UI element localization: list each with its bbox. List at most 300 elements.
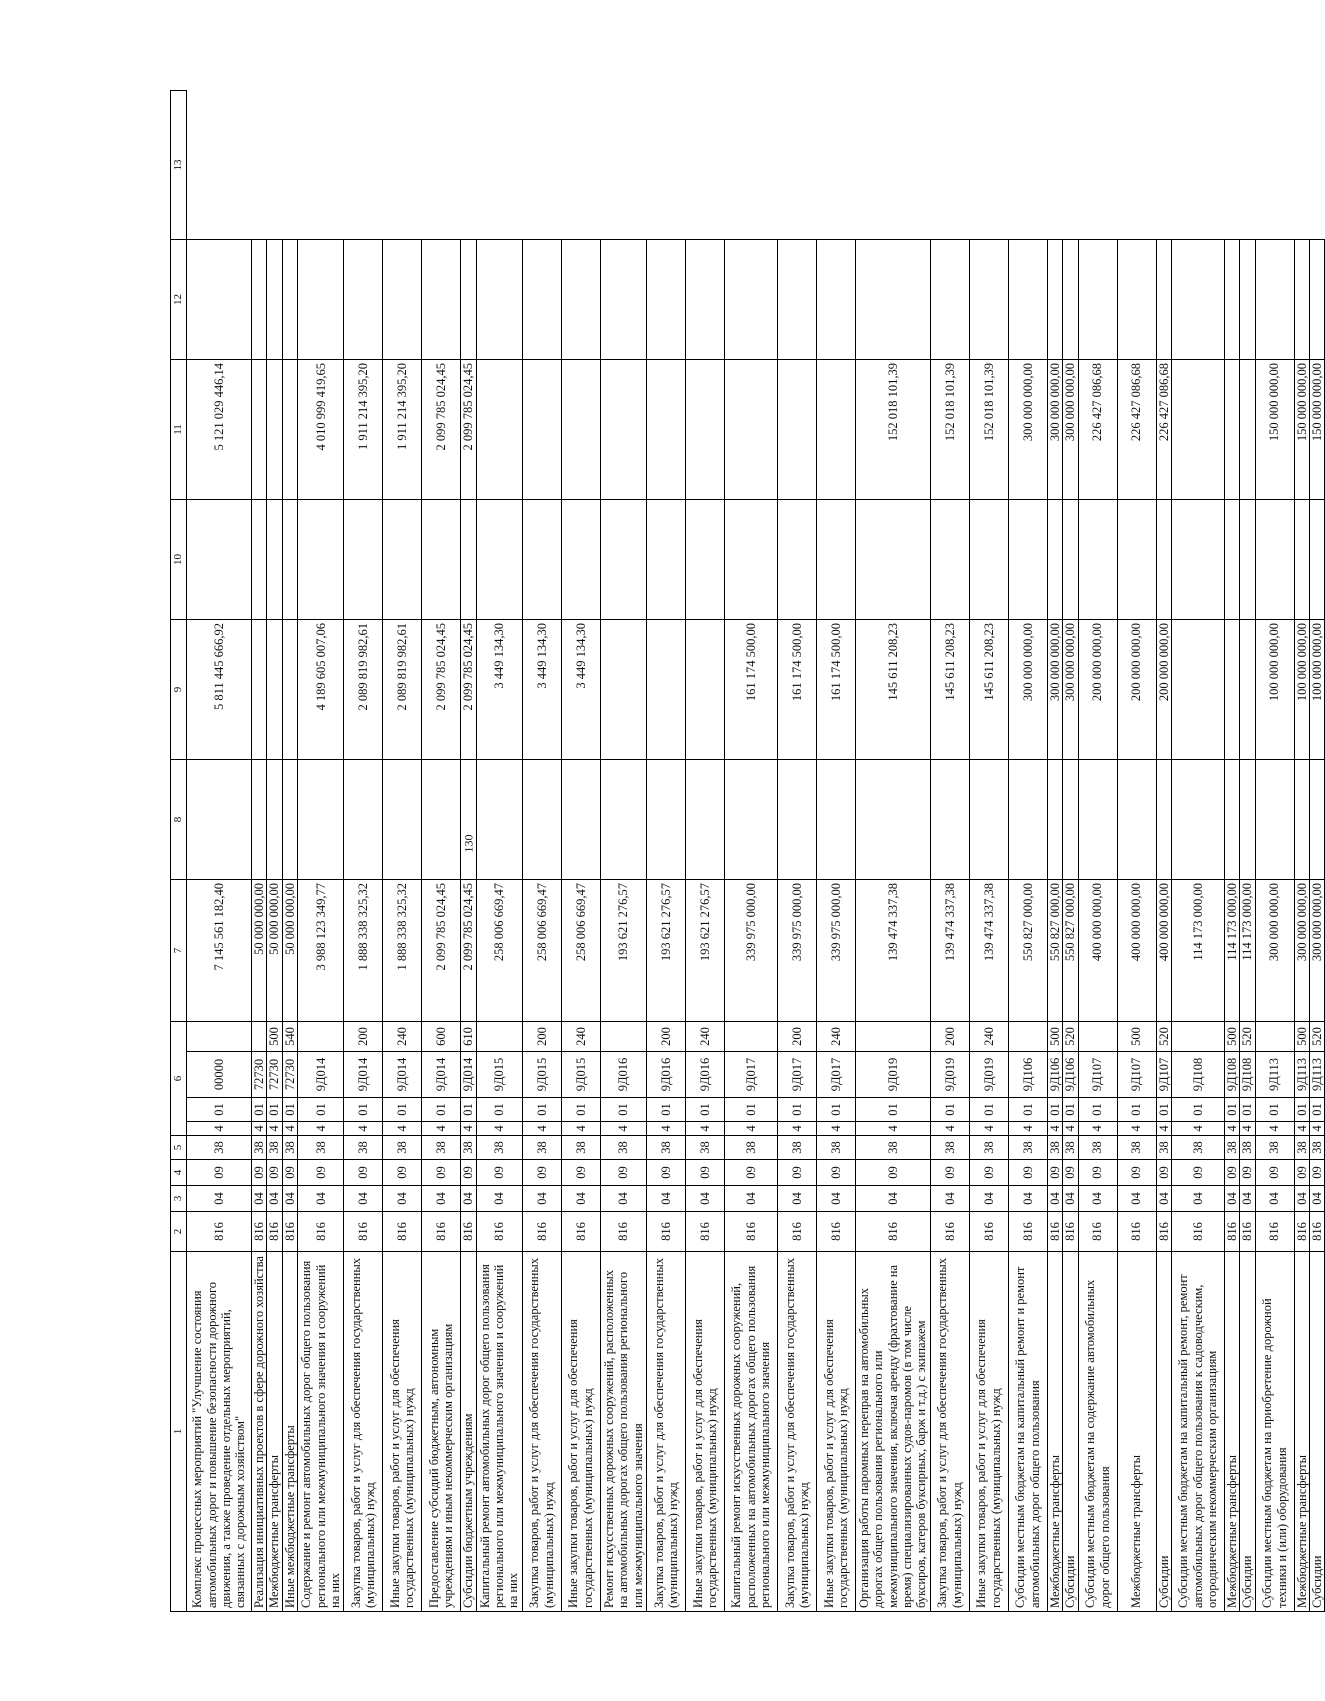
value-cell: 01 — [969, 1098, 1008, 1122]
value-cell — [1117, 760, 1156, 880]
value-cell: 193 621 276,57 — [646, 880, 685, 1022]
value-cell — [1255, 760, 1294, 880]
value-cell: 4 — [685, 1122, 724, 1136]
value-cell: 01 — [724, 1098, 777, 1122]
value-cell: 2 099 785 024,45 — [461, 360, 476, 500]
value-cell: 4 — [1171, 1122, 1224, 1136]
value-cell: 816 — [1047, 1212, 1062, 1252]
value-cell — [646, 240, 685, 360]
value-cell: 4 — [187, 1122, 252, 1136]
value-cell: 01 — [561, 1098, 600, 1122]
value-cell: 72730 — [267, 1052, 282, 1098]
value-cell: 09 — [252, 1160, 267, 1186]
value-cell: 04 — [187, 1186, 252, 1212]
value-cell: 2 089 819 982,61 — [344, 620, 383, 760]
value-cell: 09 — [930, 1160, 969, 1186]
row-name-cell: Закупка товаров, работ и услуг для обеспечения государственных (муниципальных) нужд — [777, 1252, 816, 1612]
value-cell — [1240, 500, 1255, 620]
value-cell — [646, 360, 685, 500]
value-cell — [816, 360, 855, 500]
value-cell: 01 — [777, 1098, 816, 1122]
value-cell: 1 911 214 395,20 — [383, 360, 422, 500]
value-cell: 9Д015 — [561, 1052, 600, 1098]
value-cell: 4 — [522, 1122, 561, 1136]
value-cell — [1310, 500, 1325, 620]
value-cell: 9Д015 — [522, 1052, 561, 1098]
value-cell — [1117, 240, 1156, 360]
value-cell: 09 — [282, 1160, 297, 1186]
value-cell: 09 — [298, 1160, 344, 1186]
value-cell: 9Д107 — [1078, 1052, 1117, 1098]
table-row — [1117, 91, 1156, 1612]
value-cell: 38 — [344, 1136, 383, 1160]
value-cell — [1224, 360, 1239, 500]
value-cell — [1171, 360, 1224, 500]
value-cell — [930, 760, 969, 880]
header-cell: 6 — [171, 1022, 187, 1136]
value-cell — [187, 760, 252, 880]
value-cell: 01 — [1078, 1098, 1117, 1122]
value-cell: 09 — [1294, 1160, 1309, 1186]
value-cell: 01 — [282, 1098, 297, 1122]
value-cell — [1171, 620, 1224, 760]
value-cell — [252, 240, 267, 360]
value-cell — [969, 240, 1008, 360]
value-cell: 04 — [1156, 1186, 1171, 1212]
value-cell: 04 — [267, 1186, 282, 1212]
row-name-cell: Межбюджетные трансферты — [1294, 1252, 1309, 1612]
row-name-cell: Иные закупки товаров, работ и услуг для обеспечения государственных (муниципальных) нужд — [561, 1252, 600, 1612]
value-cell: 816 — [855, 1212, 930, 1252]
row-name-cell: Реализация инициативных проектов в сфере дорожного хозяйства — [252, 1252, 267, 1612]
value-cell — [969, 760, 1008, 880]
value-cell: 193 621 276,57 — [685, 880, 724, 1022]
value-cell: 4 — [777, 1122, 816, 1136]
table-row — [522, 91, 561, 1612]
value-cell: 38 — [298, 1136, 344, 1160]
value-cell — [522, 360, 561, 500]
row-name-cell: Закупка товаров, работ и услуг для обеспечения государственных (муниципальных) нужд — [930, 1252, 969, 1612]
value-cell: 1 911 214 395,20 — [344, 360, 383, 500]
value-cell: 01 — [1008, 1098, 1047, 1122]
value-cell: 816 — [267, 1212, 282, 1252]
value-cell: 4 — [252, 1122, 267, 1136]
value-cell: 339 975 000,00 — [816, 880, 855, 1022]
table-row — [1224, 91, 1239, 1612]
value-cell: 9Д015 — [476, 1052, 522, 1098]
value-cell — [1063, 500, 1078, 620]
value-cell — [252, 1022, 267, 1052]
value-cell: 816 — [282, 1212, 297, 1252]
value-cell — [522, 760, 561, 880]
value-cell: 01 — [1047, 1098, 1062, 1122]
value-cell: 816 — [685, 1212, 724, 1252]
value-cell — [1294, 240, 1309, 360]
table-row — [1294, 91, 1309, 1612]
value-cell — [1171, 500, 1224, 620]
value-cell: 816 — [1224, 1212, 1239, 1252]
value-cell — [816, 760, 855, 880]
value-cell: 09 — [685, 1160, 724, 1186]
value-cell: 01 — [1156, 1098, 1171, 1122]
value-cell — [282, 500, 297, 620]
header-cell: 10 — [171, 500, 187, 620]
row-name-cell: Межбюджетные трансферты — [1047, 1252, 1062, 1612]
value-cell — [476, 240, 522, 360]
value-cell: 200 — [522, 1022, 561, 1052]
value-cell: 04 — [685, 1186, 724, 1212]
table-row — [646, 91, 685, 1612]
value-cell — [600, 500, 646, 620]
value-cell — [1240, 620, 1255, 760]
value-cell: 72730 — [282, 1052, 297, 1098]
value-cell: 38 — [1008, 1136, 1047, 1160]
value-cell — [1294, 500, 1309, 620]
value-cell: 300 000 000,00 — [1047, 620, 1062, 760]
value-cell — [344, 760, 383, 880]
value-cell: 04 — [383, 1186, 422, 1212]
table-row — [1171, 91, 1224, 1612]
value-cell: 240 — [969, 1022, 1008, 1052]
row-name-cell: Организация работы паромных переправ на автомобильных дорогах общего пользования регионального или межмуниципального значения, включая аренду (фрахтование на время) специализированных судов-паромов (в том числе буксиров, катеров буксирных, барж и т.д.) с экипажем — [855, 1252, 930, 1612]
value-cell — [422, 760, 461, 880]
value-cell: 38 — [1224, 1136, 1239, 1160]
value-cell: 4 — [1224, 1122, 1239, 1136]
table-row — [685, 91, 724, 1612]
value-cell: 38 — [777, 1136, 816, 1160]
value-cell: 04 — [461, 1186, 476, 1212]
value-cell: 9Д014 — [422, 1052, 461, 1098]
header-cell: 8 — [171, 760, 187, 880]
value-cell: 610 — [461, 1022, 476, 1052]
value-cell — [187, 240, 252, 360]
value-cell: 04 — [1117, 1186, 1156, 1212]
value-cell: 114 173 000,00 — [1224, 880, 1239, 1022]
value-cell: 500 — [1047, 1022, 1062, 1052]
value-cell: 139 474 337,38 — [969, 880, 1008, 1022]
value-cell: 500 — [1224, 1022, 1239, 1052]
header-row — [171, 91, 187, 1612]
value-cell: 9Д107 — [1156, 1052, 1171, 1098]
value-cell: 816 — [930, 1212, 969, 1252]
value-cell: 339 975 000,00 — [777, 880, 816, 1022]
value-cell: 01 — [476, 1098, 522, 1122]
value-cell: 38 — [1117, 1136, 1156, 1160]
value-cell: 300 000 000,00 — [1008, 620, 1047, 760]
value-cell — [1008, 760, 1047, 880]
value-cell: 4 — [267, 1122, 282, 1136]
value-cell: 38 — [1063, 1136, 1078, 1160]
value-cell: 816 — [1078, 1212, 1117, 1252]
value-cell: 139 474 337,38 — [930, 880, 969, 1022]
row-name-cell: Ремонт искусственных дорожных сооружений, расположенных на автомобильных дорогах общего пользования регионального или межмуниципального значения — [600, 1252, 646, 1612]
value-cell: 400 000 000,00 — [1156, 880, 1171, 1022]
value-cell — [1224, 500, 1239, 620]
value-cell: 816 — [187, 1212, 252, 1252]
table-row — [1255, 91, 1294, 1612]
value-cell — [1008, 500, 1047, 620]
value-cell: 9Д113 — [1310, 1052, 1325, 1098]
value-cell: 9Д017 — [724, 1052, 777, 1098]
value-cell: 38 — [724, 1136, 777, 1160]
value-cell: 520 — [1240, 1022, 1255, 1052]
value-cell: 100 000 000,00 — [1310, 620, 1325, 760]
value-cell: 4 — [282, 1122, 297, 1136]
budget-table — [170, 90, 1325, 1612]
value-cell: 09 — [855, 1160, 930, 1186]
value-cell: 04 — [522, 1186, 561, 1212]
value-cell — [777, 360, 816, 500]
value-cell: 200 — [777, 1022, 816, 1052]
value-cell — [1156, 500, 1171, 620]
value-cell — [267, 360, 282, 500]
row-name-cell: Закупка товаров, работ и услуг для обеспечения государственных (муниципальных) нужд — [522, 1252, 561, 1612]
value-cell: 300 000 000,00 — [1294, 880, 1309, 1022]
value-cell: 04 — [816, 1186, 855, 1212]
value-cell: 4 — [1047, 1122, 1062, 1136]
value-cell: 09 — [1240, 1160, 1255, 1186]
value-cell: 04 — [1294, 1186, 1309, 1212]
value-cell: 4 — [422, 1122, 461, 1136]
value-cell: 9Д107 — [1117, 1052, 1156, 1098]
value-cell: 4 — [855, 1122, 930, 1136]
value-cell: 4 — [600, 1122, 646, 1136]
value-cell: 09 — [816, 1160, 855, 1186]
value-cell: 04 — [646, 1186, 685, 1212]
value-cell: 550 827 000,00 — [1008, 880, 1047, 1022]
value-cell: 04 — [252, 1186, 267, 1212]
value-cell: 150 000 000,00 — [1255, 360, 1294, 500]
value-cell: 38 — [1171, 1136, 1224, 1160]
value-cell: 4 — [561, 1122, 600, 1136]
value-cell: 2 099 785 024,45 — [461, 620, 476, 760]
value-cell — [1171, 1022, 1224, 1052]
value-cell: 04 — [930, 1186, 969, 1212]
page-number: 130 — [461, 834, 476, 853]
row-name-cell: Иные закупки товаров, работ и услуг для обеспечения государственных (муниципальных) нужд — [383, 1252, 422, 1612]
value-cell: 04 — [344, 1186, 383, 1212]
row-name-cell: Межбюджетные трансферты — [1224, 1252, 1239, 1612]
value-cell: 193 621 276,57 — [600, 880, 646, 1022]
value-cell: 145 611 208,23 — [855, 620, 930, 760]
value-cell — [282, 620, 297, 760]
value-cell: 4 — [1156, 1122, 1171, 1136]
value-cell: 200 — [930, 1022, 969, 1052]
value-cell — [522, 500, 561, 620]
value-cell: 38 — [1255, 1136, 1294, 1160]
table-row — [930, 91, 969, 1612]
row-name-cell: Субсидии — [1240, 1252, 1255, 1612]
value-cell: 7 145 561 182,40 — [187, 880, 252, 1022]
value-cell: 152 018 101,39 — [855, 360, 930, 500]
table-row — [1078, 91, 1117, 1612]
table-row — [298, 91, 344, 1612]
value-cell: 09 — [1255, 1160, 1294, 1186]
value-cell — [1078, 760, 1117, 880]
value-cell — [187, 500, 252, 620]
row-name-cell: Иные межбюджетные трансферты — [282, 1252, 297, 1612]
row-name-cell: Иные закупки товаров, работ и услуг для обеспечения государственных (муниципальных) нужд — [685, 1252, 724, 1612]
value-cell: 01 — [646, 1098, 685, 1122]
value-cell — [461, 240, 476, 360]
value-cell — [344, 240, 383, 360]
row-name-cell: Субсидии местным бюджетам на капитальный ремонт, ремонт автомобильных дорог общего пользования к садоводческим, огородническим некоммерческим организациям — [1171, 1252, 1224, 1612]
value-cell: 01 — [187, 1098, 252, 1122]
value-cell — [600, 620, 646, 760]
value-cell: 38 — [267, 1136, 282, 1160]
value-cell — [267, 620, 282, 760]
table-row — [1008, 91, 1047, 1612]
value-cell: 150 000 000,00 — [1310, 360, 1325, 500]
value-cell: 09 — [267, 1160, 282, 1186]
value-cell: 04 — [298, 1186, 344, 1212]
value-cell: 200 000 000,00 — [1117, 620, 1156, 760]
value-cell: 38 — [816, 1136, 855, 1160]
value-cell: 38 — [1156, 1136, 1171, 1160]
value-cell: 258 006 669,47 — [522, 880, 561, 1022]
value-cell: 04 — [1047, 1186, 1062, 1212]
value-cell: 816 — [646, 1212, 685, 1252]
value-cell — [646, 760, 685, 880]
value-cell: 04 — [1310, 1186, 1325, 1212]
value-cell: 01 — [522, 1098, 561, 1122]
value-cell — [252, 360, 267, 500]
value-cell — [685, 760, 724, 880]
value-cell: 114 173 000,00 — [1171, 880, 1224, 1022]
value-cell — [282, 760, 297, 880]
value-cell — [282, 240, 297, 360]
value-cell — [298, 500, 344, 620]
value-cell: 2 089 819 982,61 — [383, 620, 422, 760]
value-cell: 09 — [646, 1160, 685, 1186]
value-cell: 09 — [1310, 1160, 1325, 1186]
value-cell: 200 — [344, 1022, 383, 1052]
value-cell: 4 — [1294, 1122, 1309, 1136]
value-cell: 816 — [1240, 1212, 1255, 1252]
value-cell: 04 — [1240, 1186, 1255, 1212]
value-cell: 09 — [561, 1160, 600, 1186]
value-cell: 01 — [344, 1098, 383, 1122]
value-cell: 9Д016 — [600, 1052, 646, 1098]
value-cell — [522, 240, 561, 360]
row-name-cell: Субсидии местным бюджетам на приобретение дорожной техники и (или) оборудования — [1255, 1252, 1294, 1612]
value-cell: 816 — [461, 1212, 476, 1252]
value-cell — [282, 360, 297, 500]
value-cell: 4 — [1078, 1122, 1117, 1136]
value-cell: 240 — [816, 1022, 855, 1052]
value-cell — [724, 500, 777, 620]
value-cell: 01 — [855, 1098, 930, 1122]
value-cell: 100 000 000,00 — [1294, 620, 1309, 760]
value-cell: 339 975 000,00 — [724, 880, 777, 1022]
table-row — [422, 91, 461, 1612]
value-cell: 550 827 000,00 — [1047, 880, 1062, 1022]
value-cell: 38 — [646, 1136, 685, 1160]
value-cell: 01 — [930, 1098, 969, 1122]
value-cell: 01 — [1294, 1098, 1309, 1122]
row-name-cell: Предоставление субсидий бюджетным, автономным учреждениям и иным некоммерческим организациям — [422, 1252, 461, 1612]
value-cell: 816 — [1156, 1212, 1171, 1252]
value-cell: 01 — [422, 1098, 461, 1122]
value-cell: 38 — [422, 1136, 461, 1160]
row-name-cell: Комплекс процессных мероприятий "Улучшение состояния автомобильных дорог и повышение безопасности дорожного движения, а также проведение отдельных мероприятий, связанных с дорожным хозяйством" — [187, 1252, 252, 1612]
table-row — [777, 91, 816, 1612]
header-cell: 4 — [171, 1160, 187, 1186]
value-cell — [724, 360, 777, 500]
value-cell: 9Д108 — [1240, 1052, 1255, 1098]
value-cell: 1 888 338 325,32 — [344, 880, 383, 1022]
value-cell: 240 — [383, 1022, 422, 1052]
table-row — [600, 91, 646, 1612]
value-cell — [724, 1022, 777, 1052]
value-cell: 300 000 000,00 — [1310, 880, 1325, 1022]
value-cell — [685, 500, 724, 620]
value-cell: 01 — [1063, 1098, 1078, 1122]
header-cell: 1 — [171, 1252, 187, 1612]
value-cell — [267, 760, 282, 880]
value-cell: 540 — [282, 1022, 297, 1052]
value-cell: 240 — [685, 1022, 724, 1052]
value-cell: 09 — [187, 1160, 252, 1186]
value-cell — [855, 760, 930, 880]
value-cell: 4 — [1063, 1122, 1078, 1136]
value-cell — [724, 760, 777, 880]
value-cell — [1171, 760, 1224, 880]
value-cell: 04 — [1255, 1186, 1294, 1212]
value-cell: 38 — [600, 1136, 646, 1160]
value-cell — [561, 360, 600, 500]
value-cell: 9Д016 — [685, 1052, 724, 1098]
value-cell: 72730 — [252, 1052, 267, 1098]
value-cell: 145 611 208,23 — [930, 620, 969, 760]
value-cell — [1294, 760, 1309, 880]
value-cell: 5 121 029 446,14 — [187, 360, 252, 500]
value-cell: 816 — [1117, 1212, 1156, 1252]
value-cell: 816 — [600, 1212, 646, 1252]
value-cell: 816 — [561, 1212, 600, 1252]
table-row — [561, 91, 600, 1612]
value-cell: 00000 — [187, 1052, 252, 1098]
value-cell — [1078, 1022, 1117, 1052]
value-cell: 2 099 785 024,45 — [461, 880, 476, 1022]
value-cell — [685, 620, 724, 760]
table-row — [1156, 91, 1171, 1612]
row-name-cell: Закупка товаров, работ и услуг для обеспечения государственных (муниципальных) нужд — [344, 1252, 383, 1612]
value-cell: 09 — [1063, 1160, 1078, 1186]
row-name-cell: Иные закупки товаров, работ и услуг для обеспечения государственных (муниципальных) нужд — [969, 1252, 1008, 1612]
value-cell: 9Д113 — [1255, 1052, 1294, 1098]
header-cell: 5 — [171, 1136, 187, 1160]
value-cell: 04 — [1171, 1186, 1224, 1212]
value-cell: 152 018 101,39 — [969, 360, 1008, 500]
header-cell: 3 — [171, 1186, 187, 1212]
value-cell: 100 000 000,00 — [1255, 620, 1294, 760]
value-cell — [777, 500, 816, 620]
value-cell: 4 — [1117, 1122, 1156, 1136]
value-cell — [724, 240, 777, 360]
value-cell: 816 — [422, 1212, 461, 1252]
value-cell — [1224, 760, 1239, 880]
value-cell: 258 006 669,47 — [561, 880, 600, 1022]
value-cell: 816 — [476, 1212, 522, 1252]
value-cell: 09 — [1008, 1160, 1047, 1186]
value-cell: 152 018 101,39 — [930, 360, 969, 500]
header-cell: 11 — [171, 360, 187, 500]
value-cell: 114 173 000,00 — [1240, 880, 1255, 1022]
value-cell — [1047, 240, 1062, 360]
value-cell — [1310, 760, 1325, 880]
value-cell — [816, 500, 855, 620]
